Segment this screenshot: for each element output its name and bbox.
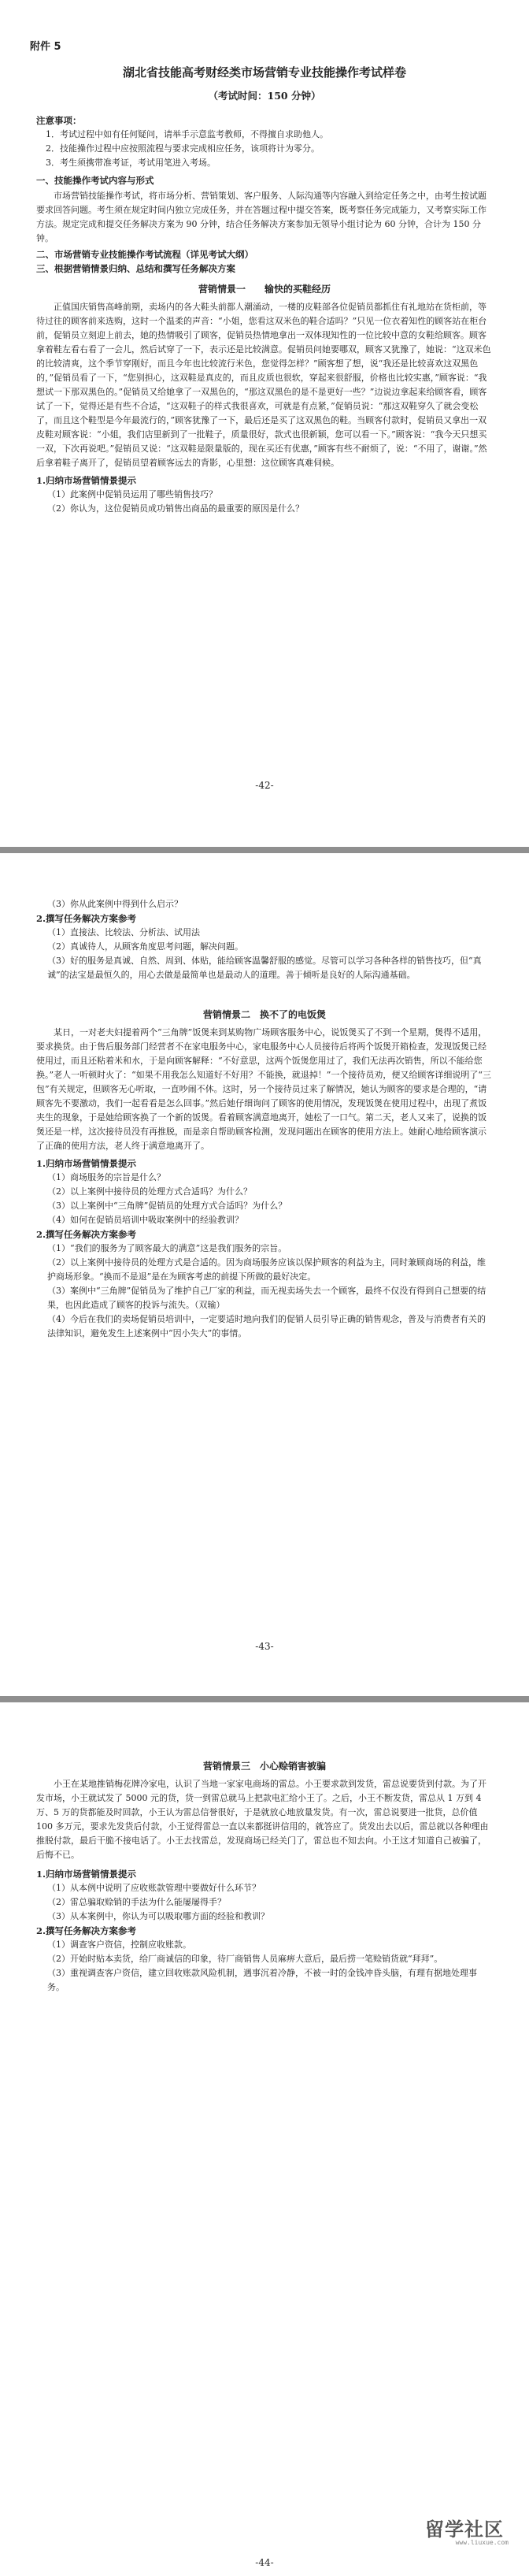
watermark-url: www.liuxue.com (455, 2539, 509, 2546)
answer-item: （4）今后在我们的卖场促销员培训中，一定要适时地向我们的促销人员引导正确的销售观念，普及与消费者有关的法律知识，避免发生上述案例中“因小失大”的事情。 (47, 1314, 486, 1338)
answer-item: （1）直接法、比较法、分析法、试用法 (47, 927, 200, 937)
subsection-heading: 2.撰写任务解决方案参考 (36, 1229, 137, 1240)
question-item: （1）从本例中说明了应收账款管理中要做好什么环节？ (47, 1883, 261, 1893)
notice-item: 2．技能操作过程中应按照流程与要求完成相应任务，该项将计为零分。 (46, 143, 320, 154)
notice-title: 注意事项： (36, 115, 82, 126)
page-separator (0, 847, 529, 853)
case-paragraph: 正值国庆销售高峰前期，卖场内的各大鞋头前都人潮涌动，一楼的皮鞋部各位促销员都抓住有礼地站在货柜前，等待过往的顾客前来选购，这时一个温柔的声音：“小姐，您看这双米色的鞋合适吗？”只见一位衣着知性的顾客站在柜台前，促销员立刻迎上前去，她的热情吸引了顾客，促销员热情地拿出一双体现知性的一位比较中意的女鞋给顾客。顾客拿着鞋左看右看了一会儿，然后试穿了一下，表示还是比较满意。促销员问她要哪双，顾客又犹豫了，她说：“这双米色的比较清爽，这个季节穿刚好，而且今年也比较流行米色，您觉得怎样？”顾客想了想，说“我还是比较喜欢这双黑色的，”促销员看了一下，“您别担心，这双鞋是真皮的，而且皮质也很软，穿起来很舒服，价格也比较实惠，”顾客说：“我想试一下那双黑色的。”促销员又给她拿了一双黑色的，“那这双黑色的是不是更好一些？”边说边拿起来给顾客看，顾客试了一下，觉得还是有些不合适，“这双鞋子的样式我很喜欢，可就是有点紧，”促销员说：“那这双鞋穿久了就会变松了，而且这个鞋型是今年最流行的，”顾客犹豫了一下，最后还是买了这双黑色的鞋。当顾客付款时，促销员又拿出一双皮鞋对顾客说：“小姐，我们店里新到了一批鞋子，质量很好，款式也很新颖，您可以看一下。”顾客说：“我今天只想买一双，下次再说吧。”促销员又说：“这双鞋是限量版的，现在买还有优惠，”顾客有些不耐烦了，说：“不用了，谢谢。”然后拿着鞋子离开了，促销员望着顾客远去的背影，心里想：这位顾客真难伺候。 (36, 302, 491, 468)
case-title: 营销情景一 输快的买鞋经历 (198, 284, 331, 295)
answer-item: （3）好的服务是真诚、自然、周到、体贴，能给顾客温馨舒服的感觉。尽管可以学习各种各样的销售技巧，但“真诚”的法宝是最恒久的，用心去做是最简单也是最动人的道理。善于倾听是良好的人际沟通基础。 (47, 956, 482, 980)
question-item: （3）你从此案例中得到什么启示？ (47, 899, 183, 909)
answer-item: （1）“我们的服务为了顾客最大的满意”这是我们服务的宗旨。 (47, 1243, 287, 1253)
answer-item: （2）开始时贴本卖货，给厂商诚信的印象，待厂商销售人员麻痹大意后，最后捞一笔赊销货就“拜拜”。 (47, 1954, 443, 1964)
exam-title: 湖北省技能高考财经类市场营销专业技能操作考试样卷 (122, 65, 406, 80)
section-heading: 二、市场营销专业技能操作考试流程（详见考试大纲） (36, 249, 253, 260)
subsection-heading: 1.归纳市场营销情景提示 (36, 475, 137, 486)
subsection-heading: 1.归纳市场营销情景提示 (36, 1158, 137, 1169)
document-page-1 (0, 0, 529, 847)
answer-item: （3）重视调查客户资信，建立回收账款风险机制，遇事沉着冷静，不被一时的金钱冲昏头脑，有理有据地处理事务。 (47, 1968, 477, 1992)
section-heading: 一、技能操作考试内容与形式 (36, 175, 154, 186)
annex-label: 附件 5 (30, 41, 61, 53)
exam-time: （考试时间：150 分钟） (208, 90, 321, 102)
subsection-heading: 2.撰写任务解决方案参考 (36, 1925, 137, 1936)
answer-item: （2）真诚待人，从顾客角度思考问题，解决问题。 (47, 941, 243, 952)
question-item: （2）你认为，这位促销员成功销售出商品的最重要的原因是什么？ (47, 503, 304, 514)
question-item: （2）以上案例中接待员的处理方式合适吗？为什么？ (47, 1186, 252, 1197)
notice-item: 3．考生须携带准考证，考试用笔进入考场。 (46, 158, 216, 168)
case-title: 营销情景二 换不了的电饭煲 (202, 1009, 326, 1020)
section-paragraph: 市场营销技能操作考试，将市场分析、营销策划、客户服务、人际沟通等内容融入到给定任务之中，由考生按试题要求回答问题。考生须在规定时间内独立完成任务，并在答题过程中提交答案，既考察任务完成能力，又考察实际工作方法。规定完成和提交任务解决方案为 90 分钟，结合任务解决方案参加无领导小组讨论为 60 分钟，合计为 150 分钟。 (36, 191, 486, 243)
question-item: （4）如何在促销员培训中吸取案例中的经验教训？ (47, 1215, 243, 1225)
watermark-logo-text: 留学社区 (425, 2518, 504, 2541)
question-item: （1）此案例中促销员运用了哪些销售技巧？ (47, 489, 217, 499)
page-number: -42- (255, 780, 274, 791)
site-watermark (395, 2511, 521, 2546)
subsection-heading: 2.撰写任务解决方案参考 (36, 913, 137, 924)
question-item: （2）雷总骗取赊销的手法为什么能屡屡得手？ (47, 1897, 226, 1907)
question-item: （3）从本案例中，你认为可以吸取哪方面的经验和教训？ (47, 1911, 269, 1921)
notice-item: 1．考试过程中如有任何疑问，请举手示意监考教师，不得擅自求助他人。 (46, 129, 328, 139)
case-paragraph: 某日，一对老夫妇提着两个“三角牌”饭煲来到某购物广场顾客服务中心，说饭煲买了不到一个星期，煲得不适用，要求换货。由于售后服务部门经营者不在家电服务中心，家电服务中心人员接待后将两个饭煲开箱检查，发现饭煲已经使用过，而且还粘着米和水，于是向顾客解释：“不好意思，这两个饭煲您用过了，我们无法再次销售，所以不能给您换。”老人一听顿时火了：“如果不用我怎么知道好不好用？不能换，就退掉！”一个接待员劝，便又给顾客详细说明了“三包”有关规定，但顾客无心听取，一直吵闹不休。这时，另一个接待员过来了解情况，她认为顾客的要求是合理的，“请顾客先不要激动，我们一起看看是怎么回事。”然后她仔细询问了顾客的使用情况，发现饭煲在使用过程中，出现了煮饭夹生的现象，于是她给顾客换了一个新的饭煲。看着顾客满意地离开，她松了一口气。第二天，老人又来了，说换的饭煲还是一样，这次接待员没有再推脱，而是亲自帮助顾客检测，发现问题出在顾客的使用方法上。她耐心地给顾客演示了正确的使用方法，老人终于满意地离开了。 (36, 1027, 491, 1151)
question-item: （1）商场服务的宗旨是什么？ (47, 1172, 165, 1182)
section-heading: 三、根据营销情景归纳、总结和撰写任务解决方案 (36, 263, 235, 274)
document-page-2 (0, 853, 529, 1696)
document-page-3 (0, 1702, 529, 2576)
page-number: -44- (255, 2557, 274, 2568)
answer-item: （3）案例中“三角牌”促销员为了维护自己厂家的利益，而无视卖场失去一个顾客，最终不仅没有得到自己想要的结果，也因此造成了顾客的投诉与流失。（双输） (47, 1286, 486, 1310)
subsection-heading: 1.归纳市场营销情景提示 (36, 1869, 137, 1880)
page-separator (0, 1696, 529, 1702)
answer-item: （1）调查客户资信，控制应收账款。 (47, 1939, 191, 1950)
page-number: -43- (255, 1641, 274, 1652)
answer-item: （2）以上案例中接待员的处理方式是合适的。因为商场服务应该以保护顾客的利益为主，同时兼顾商场的利益，维护商场形象。“换而不是退”是在为顾客考虑的前提下所做的最好决定。 (47, 1257, 486, 1282)
question-item: （3）以上案例中“三角牌”促销员的处理方式合适吗？为什么？ (47, 1201, 287, 1211)
case-paragraph: 小王在某地推销梅花牌冷家电，认识了当地一家家电商场的雷总。小王要求款到发货，雷总说要货到付款。为了开发市场，小王就试发了 5000 元的货，货一到雷总就马上把款电汇给小王了。之后，小王不断发货，雷总从 1 万到 4 万、5 万的货都能及时回款，小王认为雷总信誉很好，于是就放心地放量发货。有一次，雷总说要进一批货，总价值 100 多万元，要求先发货后付款，小王觉得雷总一直以来都挺讲信用的，就答应了。货发出去以后，雷总就以各种理由推脱付款，最后干脆不接电话了。小王去找雷总，发现商场已经关门了，雷总也不知去向。小王这才知道自己被骗了，后悔不已。 (36, 1779, 489, 1860)
case-title: 营销情景三 小心赊销害被骗 (202, 1761, 326, 1772)
